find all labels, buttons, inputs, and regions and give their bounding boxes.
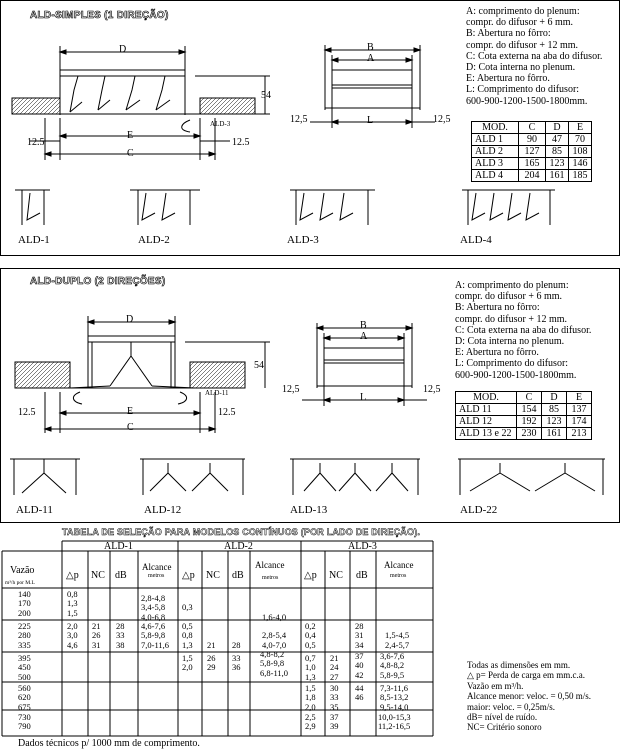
table-cell: 154 bbox=[517, 404, 542, 416]
ald3-dp-cell: 1,5 1,8 2,0 bbox=[305, 683, 316, 712]
db-header: dB bbox=[115, 570, 127, 581]
ald2-db-cell: 28 bbox=[232, 639, 241, 650]
note-line: D: Cota interna no plenum. bbox=[466, 61, 576, 73]
ald-simples-notes bbox=[466, 6, 602, 107]
table-row bbox=[472, 170, 592, 182]
model-label: ALD-1 bbox=[18, 234, 50, 246]
model-label: ALD-2 bbox=[138, 234, 170, 246]
ald3-nc-cell: 30 33 35 bbox=[330, 683, 339, 712]
table-cell: 123 bbox=[542, 416, 567, 428]
dim-c-label: C bbox=[127, 148, 134, 159]
table-header: MOD. bbox=[472, 122, 519, 134]
model-tag-label: ALD-11 bbox=[205, 389, 229, 397]
metros-header: metros bbox=[262, 575, 279, 581]
legend-line: Alcance menor: veloc. = 0,50 m/s. bbox=[467, 691, 592, 702]
table-cell: 90 bbox=[519, 134, 546, 146]
legend-line: Todas as dimensões em mm. bbox=[467, 660, 571, 670]
metros-header: metros bbox=[390, 573, 407, 579]
dim-sr-label: 12,5 bbox=[423, 384, 441, 395]
ald3-dp-cell: 2,5 2,9 bbox=[305, 712, 316, 732]
dim-a-label: A bbox=[367, 53, 375, 64]
ald2-alc-cell: 1,6-4,0 bbox=[262, 611, 287, 622]
nc-header: NC bbox=[329, 570, 343, 581]
note-line: 600-900-1200-1500-1800mm. bbox=[455, 369, 577, 381]
ald1-db-cell: 28 33 38 bbox=[116, 621, 125, 650]
table-cell: 165 bbox=[519, 158, 546, 170]
dim-right-label: 12.5 bbox=[232, 137, 250, 148]
legend-line: dB= nível de ruído. bbox=[467, 712, 538, 723]
table-row bbox=[472, 158, 592, 170]
table-row bbox=[472, 134, 592, 146]
ald3-alc-cell: 3,6-7,6 4,8-8,2 5,8-9,5 bbox=[380, 651, 405, 680]
ald2-nc-cell: 26 29 bbox=[207, 653, 216, 673]
table-cell: ALD 11 bbox=[456, 404, 517, 416]
table-header-row bbox=[472, 122, 592, 134]
table-cell: ALD 4 bbox=[472, 170, 519, 182]
ald2-dp-cell: 1,5 2,0 bbox=[182, 653, 193, 673]
ald2-alc-cell: 4,8-8,2 5,8-9,8 6,8-11,0 bbox=[260, 649, 289, 678]
ald2-db-cell: 33 36 bbox=[232, 653, 241, 673]
note-line: L: Comprimento do difusor: bbox=[455, 358, 569, 370]
table-cell: 185 bbox=[569, 170, 592, 182]
ald3-db-cell: 37 40 42 bbox=[355, 651, 364, 680]
table-header: D bbox=[546, 122, 569, 134]
legend-line: Vazão em m³/h. bbox=[467, 680, 524, 691]
table-row bbox=[456, 404, 592, 416]
ald2-alc-cell: 2,8-5,4 4,0-7,0 bbox=[262, 630, 287, 650]
table-cell: 146 bbox=[569, 158, 592, 170]
alcance-header: Alcance bbox=[142, 562, 172, 572]
note-line: compr. do difusor + 12 mm. bbox=[455, 313, 568, 325]
dim-e-label: E bbox=[127, 406, 134, 417]
model-tag-label: ALD-3 bbox=[210, 120, 231, 128]
note-line: B: Abertura no fôrro: bbox=[455, 302, 540, 314]
note-line: C: Cota externa na aba do difusor. bbox=[466, 50, 603, 62]
selection-table-title: TABELA DE SELEÇÃO PARA MODELOS CONTÍNUOS (POR LADO DE DIREÇÃO). bbox=[62, 527, 421, 537]
ald-duplo-title: ALD-DUPLO (2 DIREÇÕES) bbox=[30, 276, 166, 287]
dim-sr-label: 12,5 bbox=[433, 114, 451, 125]
selection-legend bbox=[467, 660, 591, 733]
dim-left-label: 12.5 bbox=[27, 137, 45, 148]
ald1-alc-cell: 2,8-4,8 3,4-5,8 4,0-6,8 bbox=[141, 593, 166, 622]
table-cell: 137 bbox=[567, 404, 592, 416]
ald1-alc-cell: 4,6-7,6 5,8-9,8 7,0-11,6 bbox=[141, 621, 170, 650]
table-header: MOD. bbox=[456, 392, 517, 404]
table-cell: 204 bbox=[519, 170, 546, 182]
model-label: ALD-13 bbox=[290, 504, 328, 516]
ald2-dp-cell: 0,5 0,8 1,3 bbox=[182, 621, 193, 650]
ald-duplo-notes bbox=[455, 280, 591, 381]
table-cell: 85 bbox=[542, 404, 567, 416]
note-line: 600-900-1200-1500-1800mm. bbox=[466, 95, 588, 107]
db-header: dB bbox=[356, 570, 368, 581]
note-line: A: comprimento do plenum: bbox=[455, 280, 569, 291]
dim-c-label: C bbox=[127, 422, 134, 433]
db-header: dB bbox=[232, 570, 244, 581]
nc-header: NC bbox=[91, 570, 105, 581]
table-cell: ALD 13 e 22 bbox=[456, 428, 517, 440]
model-label: ALD-22 bbox=[460, 504, 498, 516]
ald-simples-profiles bbox=[0, 185, 560, 230]
table-header: D bbox=[542, 392, 567, 404]
metros-header: metros bbox=[148, 573, 165, 579]
flow-cell: 395 450 500 bbox=[18, 653, 31, 682]
dim-b-label: B bbox=[367, 42, 374, 53]
note-line: compr. do difusor + 6 mm. bbox=[466, 17, 574, 29]
group-header-ald3: ALD-3 bbox=[348, 541, 377, 552]
legend-line: maior: veloc. = 0,25m/s. bbox=[467, 701, 556, 712]
model-label: ALD-11 bbox=[16, 504, 53, 516]
ald-simples-title: ALD-SIMPLES (1 DIREÇÃO) bbox=[30, 10, 169, 21]
ald3-db-cell: 44 46 bbox=[355, 683, 364, 703]
dim-54-label: 54 bbox=[254, 360, 264, 371]
table-cell: 161 bbox=[546, 170, 569, 182]
table-row bbox=[456, 428, 592, 440]
model-label: ALD-4 bbox=[460, 234, 492, 246]
flow-cell: 730 790 bbox=[18, 712, 31, 732]
dim-b-label: B bbox=[360, 320, 367, 331]
dim-d-label: D bbox=[126, 314, 134, 325]
table-cell: 230 bbox=[517, 428, 542, 440]
selection-table-grid bbox=[0, 538, 440, 740]
table-header-row bbox=[456, 392, 592, 404]
ald3-alc-cell: 10,0-15,3 11,2-16,5 bbox=[378, 712, 411, 732]
ald1-dp-cell: 0,8 1,3 1,5 bbox=[67, 589, 78, 618]
alcance-header: Alcance bbox=[255, 560, 285, 570]
group-header-ald1: ALD-1 bbox=[104, 541, 133, 552]
table-cell: 213 bbox=[567, 428, 592, 440]
dim-54-label: 54 bbox=[261, 90, 271, 101]
table-header: C bbox=[517, 392, 542, 404]
ald3-alc-cell: 1,5-4,5 2,4-5,7 bbox=[385, 630, 410, 650]
selection-footer: Dados técnicos p/ 1000 mm de comprimento. bbox=[18, 738, 200, 749]
nc-header: NC bbox=[206, 570, 220, 581]
dim-e-label: E bbox=[127, 130, 134, 141]
dp-header: △p bbox=[66, 570, 79, 581]
note-line: D: Cota interna no plenum. bbox=[455, 335, 565, 347]
table-cell: 85 bbox=[546, 146, 569, 158]
dim-l-label: L bbox=[360, 392, 367, 403]
flow-cell: 560 620 675 bbox=[18, 683, 31, 712]
table-header: C bbox=[519, 122, 546, 134]
note-line: compr. do difusor + 6 mm. bbox=[455, 291, 563, 303]
table-cell: 161 bbox=[542, 428, 567, 440]
table-cell: ALD 3 bbox=[472, 158, 519, 170]
note-line: E: Abertura no fôrro. bbox=[455, 347, 539, 359]
legend-line: NC= Critério sonoro bbox=[467, 722, 542, 733]
note-line: B: Abertura no fôrro: bbox=[466, 28, 551, 40]
dim-a-label: A bbox=[360, 331, 368, 342]
group-header-ald2: ALD-2 bbox=[224, 541, 253, 552]
dim-sl-label: 12,5 bbox=[282, 384, 300, 395]
dim-d-label: D bbox=[119, 44, 127, 55]
dim-left-label: 12.5 bbox=[18, 407, 36, 418]
table-cell: 127 bbox=[519, 146, 546, 158]
alcance-header: Alcance bbox=[384, 560, 414, 570]
note-line: A: comprimento do plenum: bbox=[466, 6, 580, 17]
table-cell: 47 bbox=[546, 134, 569, 146]
dim-sl-label: 12,5 bbox=[290, 114, 308, 125]
ald1-nc-cell: 21 26 31 bbox=[92, 621, 101, 650]
vazao-unit: m³/h por M.L bbox=[5, 580, 35, 586]
table-cell: 192 bbox=[517, 416, 542, 428]
table-cell: 108 bbox=[569, 146, 592, 158]
ald3-db-cell: 28 31 34 bbox=[355, 621, 364, 650]
ald-duplo-section-drawing bbox=[0, 308, 300, 438]
table-header: E bbox=[569, 122, 592, 134]
ald-duplo-profiles bbox=[0, 455, 620, 500]
ald1-dp-cell: 2,0 3,0 4,6 bbox=[67, 621, 78, 650]
table-cell: ALD 1 bbox=[472, 134, 519, 146]
note-line: C: Cota externa na aba do difusor. bbox=[455, 324, 592, 336]
model-label: ALD-3 bbox=[287, 234, 319, 246]
note-line: L: Comprimento do difusor: bbox=[466, 84, 580, 96]
ald3-nc-cell: 37 39 bbox=[330, 712, 339, 732]
ald-simples-spec-table bbox=[471, 121, 592, 182]
dp-header: △p bbox=[304, 570, 317, 581]
dim-l-label: L bbox=[367, 115, 374, 126]
dim-right-label: 12.5 bbox=[218, 407, 236, 418]
table-cell: ALD 12 bbox=[456, 416, 517, 428]
model-label: ALD-12 bbox=[144, 504, 182, 516]
ald-duplo-spec-table bbox=[455, 391, 592, 440]
table-row bbox=[472, 146, 592, 158]
table-header: E bbox=[567, 392, 592, 404]
dp-header: △p bbox=[182, 570, 195, 581]
ald3-dp-cell: 0,2 0,4 0,5 bbox=[305, 621, 316, 650]
note-line: E: Abertura no fôrro. bbox=[466, 73, 550, 85]
ald2-nc-cell: 21 bbox=[207, 639, 216, 650]
ald3-dp-cell: 0,7 1,0 1,3 bbox=[305, 653, 316, 682]
ald2-dp-cell: 0,3 bbox=[182, 602, 193, 613]
ald-simples-section-drawing bbox=[0, 30, 300, 175]
table-cell: ALD 2 bbox=[472, 146, 519, 158]
legend-line: △ p= Perda de carga em mm.c.a. bbox=[467, 670, 586, 681]
ald3-nc-cell: 21 24 27 bbox=[330, 653, 339, 682]
vazao-header: Vazão bbox=[10, 565, 35, 576]
note-line: compr. do difusor + 12 mm. bbox=[466, 39, 579, 51]
ald3-alc-cell: 7,3-11,6 8,5-13,2 9,5-14,0 bbox=[380, 683, 409, 712]
table-row bbox=[456, 416, 592, 428]
flow-cell: 225 280 335 bbox=[18, 621, 31, 650]
table-cell: 174 bbox=[567, 416, 592, 428]
table-cell: 70 bbox=[569, 134, 592, 146]
flow-cell: 140 170 200 bbox=[18, 589, 31, 618]
table-cell: 123 bbox=[546, 158, 569, 170]
